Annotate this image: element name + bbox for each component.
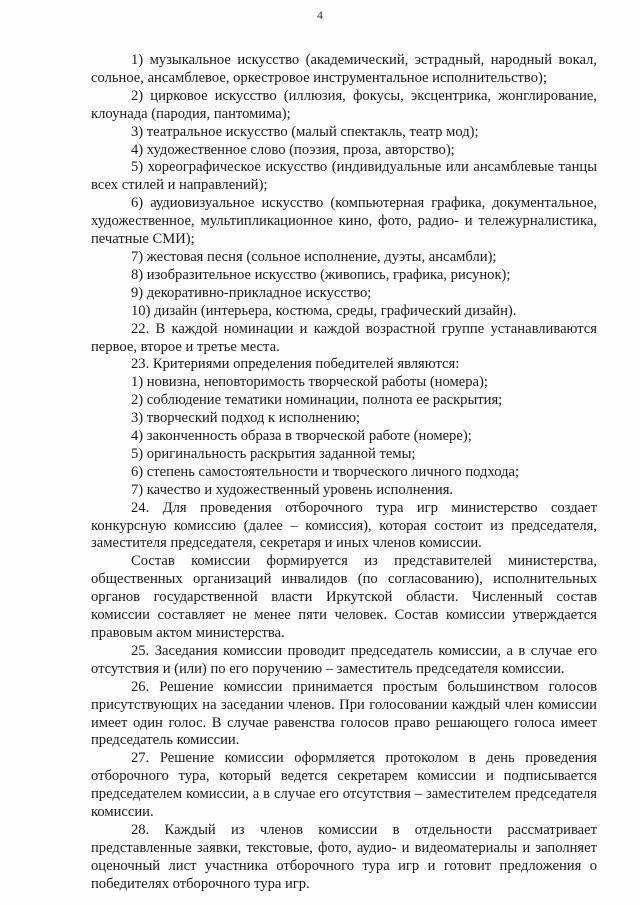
paragraph-nomination-3: 3) театральное искусство (малый спектакль, театр мод); xyxy=(131,123,479,140)
paragraph-criterion-7: 7) качество и художественный уровень исполнения. xyxy=(131,481,454,498)
paragraph-clause-28: 28. Каждый из членов комиссии в отдельности рассматривает представленные заявки, текстовые, фото, аудио- и видеоматериалы и заполняет оценочный лист участника отборочного тура игр и готовит предложения о победителях отборочного тура игр. xyxy=(91,821,597,892)
paragraph-clause-24: 24. Для проведения отборочного тура игр министерство создает конкурсную комиссию (далее – комиссия), которая состоит из председателя, заместителя председателя, секретаря и иных членов комиссии. xyxy=(91,499,597,552)
paragraph-nomination-7: 7) жестовая песня (сольное исполнение, дуэты, ансамбли); xyxy=(131,248,497,265)
paragraph-criterion-6: 6) степень самостоятельности и творческого личного подхода; xyxy=(131,463,520,480)
paragraph-criterion-4: 4) законченность образа в творческой работе (номере); xyxy=(131,428,472,445)
paragraph-criterion-5: 5) оригинальность раскрытия заданной темы; xyxy=(131,445,416,462)
paragraph-nomination-5: 5) хореографическое искусство (индивидуальные или ансамблевые танцы всех стилей и направлений); xyxy=(91,159,597,194)
paragraph-clause-26: 26. Решение комиссии принимается простым большинством голосов присутствующих на заседании членов. При голосовании каждый член комиссии имеет один голос. В случае равенства голосов право решающего голоса имеет председатель комиссии. xyxy=(91,678,597,749)
paragraph-nomination-2: 2) цирковое искусство (иллюзия, фокусы, эксцентрика, жонглирование, клоунада (пародия, пантомима); xyxy=(91,87,597,122)
page-number: 4 xyxy=(317,8,323,22)
paragraph-nomination-10: 10) дизайн (интерьера, костюма, среды, графический дизайн). xyxy=(131,302,517,319)
paragraph-clause-22: 22. В каждой номинации и каждой возрастной группе устанавливаются первое, второе и третье места. xyxy=(91,320,597,355)
document-body xyxy=(91,52,597,894)
paragraph-criterion-3: 3) творческий подход к исполнению; xyxy=(131,410,361,427)
paragraph-nomination-6: 6) аудиовизуальное искусство (компьютерная графика, документальное, художественное, мультипликационное кино, фото, радио- и тележурналистика, печатные СМИ); xyxy=(91,195,597,248)
paragraph-nomination-1: 1) музыкальное искусство (академический, эстрадный, народный вокал, сольное, ансамблевое, оркестровое инструментальное исполнительство); xyxy=(91,52,597,86)
paragraph-nomination-4: 4) художественное слово (поэзия, проза, авторство); xyxy=(131,141,455,158)
paragraph-commission-composition: Состав комиссии формируется из представителей министерства, общественных организаций инвалидов (по согласованию), исполнительных органов государственной власти Иркутской области. Численный состав комиссии составляет не менее пяти человек. Состав комиссии утверждается правовым актом министерства. xyxy=(91,553,597,641)
paragraph-clause-23: 23. Критериями определения победителей являются: xyxy=(131,356,460,373)
paragraph-nomination-8: 8) изобразительное искусство (живопись, графика, рисунок); xyxy=(131,266,511,283)
paragraph-criterion-2: 2) соблюдение тематики номинации, полнота ее раскрытия; xyxy=(131,392,503,409)
paragraph-nomination-9: 9) декоративно-прикладное искусство; xyxy=(131,284,372,301)
paragraph-clause-25: 25. Заседания комиссии проводит председатель комиссии, а в случае его отсутствия и (или) по его поручению – заместитель председателя комиссии. xyxy=(91,642,597,677)
paragraph-clause-27: 27. Решение комиссии оформляется протоколом в день проведения отборочного тура, который ведется секретарем комиссии и подписывается председателем комиссии, а в случае его отсутствия – заместителем председателя комиссии. xyxy=(91,750,597,821)
paragraph-criterion-1: 1) новизна, неповторимость творческой работы (номера); xyxy=(131,374,488,391)
